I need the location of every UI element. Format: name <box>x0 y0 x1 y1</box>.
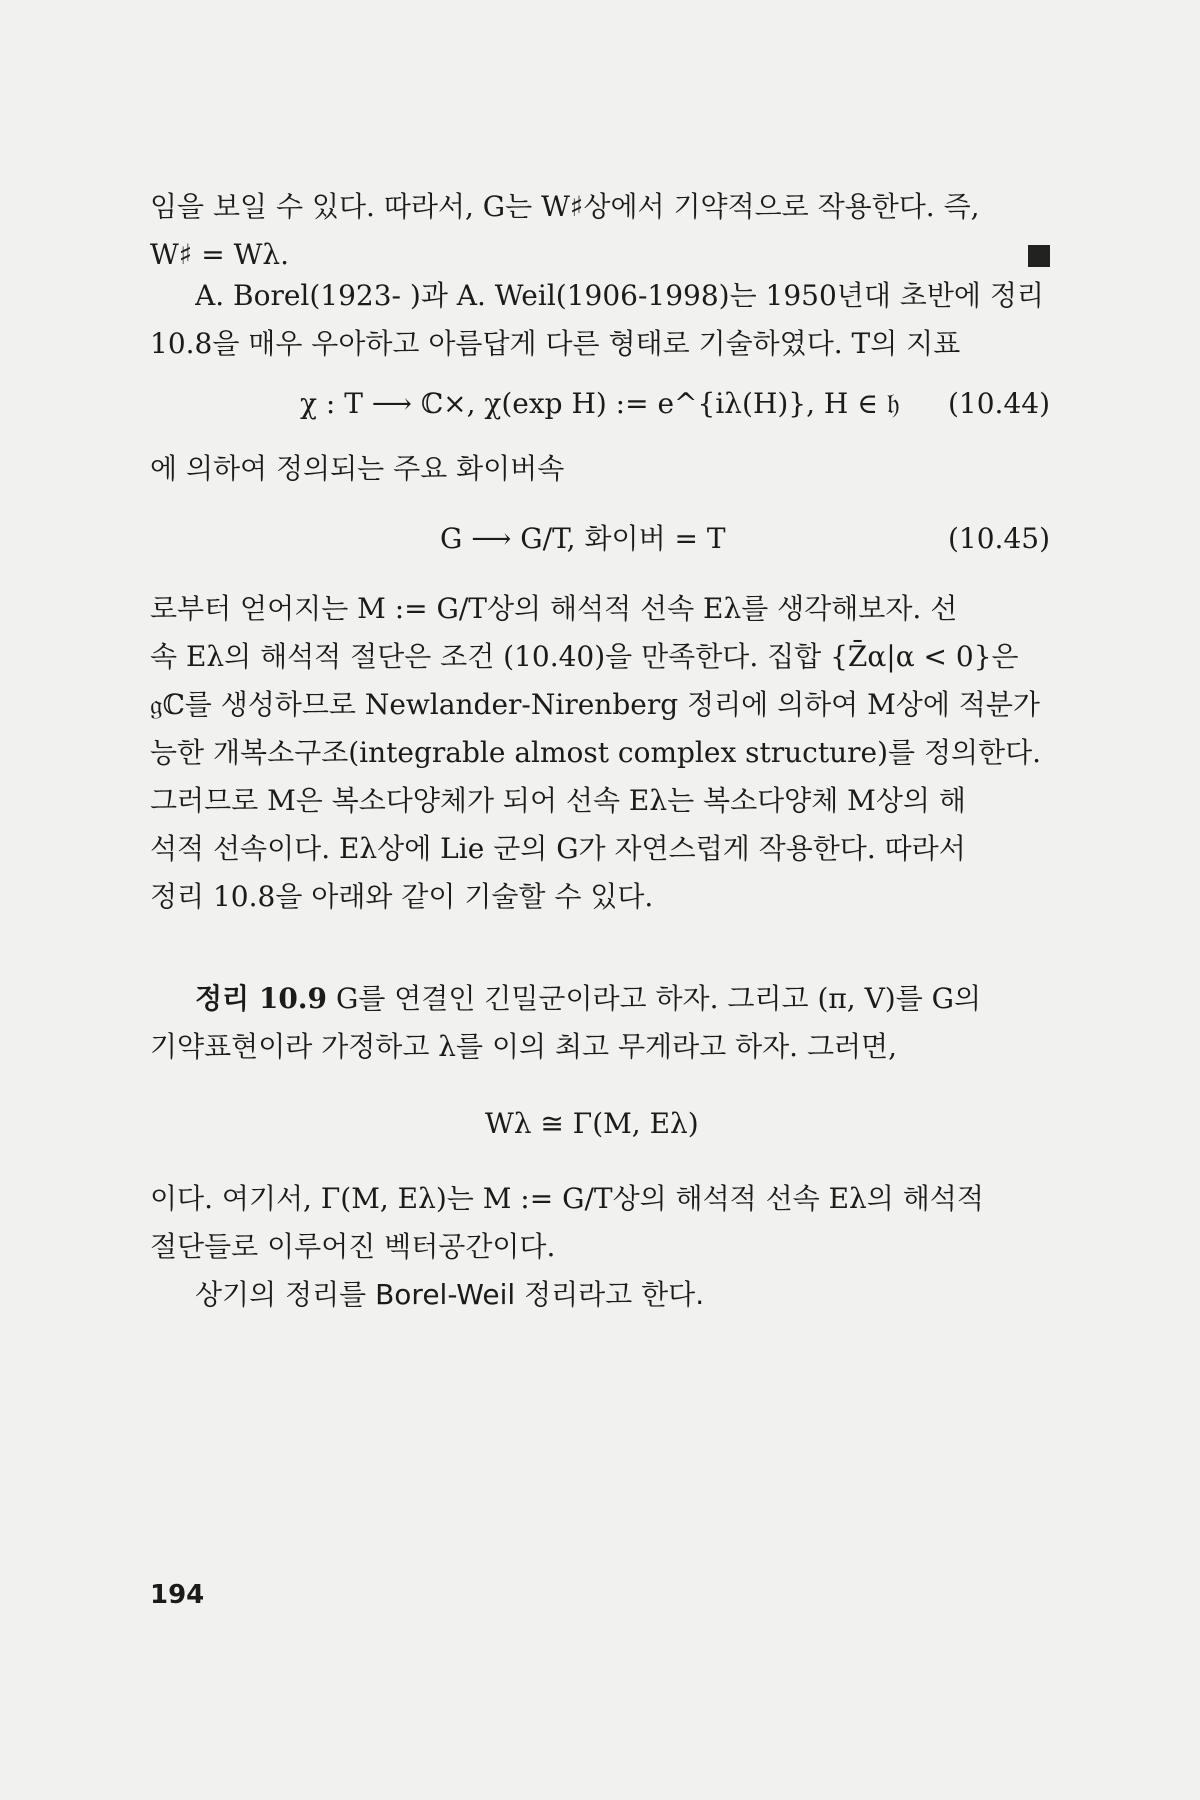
page-number: 194 <box>150 1580 205 1610</box>
paragraph-line: 이다. 여기서, Γ(M, Eλ)는 M := G/T상의 해석적 선속 Eλ의 해석적 <box>150 1182 984 1215</box>
paragraph-line: 에 의하여 정의되는 주요 화이버속 <box>150 452 565 485</box>
end-of-proof-icon <box>1028 245 1050 267</box>
equation-number: (10.44) <box>947 387 1050 420</box>
equation-10-45: G ⟶ G/T, 화이버 = T <box>440 522 726 555</box>
paragraph-line: 그러므로 M은 복소다양체가 되어 선속 Eλ는 복소다양체 M상의 해 <box>150 784 966 817</box>
paragraph-line: 상기의 정리를 Borel-Weil 정리라고 한다. <box>195 1278 705 1311</box>
paragraph-line: 절단들로 이루어진 벡터공간이다. <box>150 1230 556 1263</box>
paragraph-line: 로부터 얻어지는 M := G/T상의 해석적 선속 Eλ를 생각해보자. 선 <box>150 592 958 625</box>
theorem-text: G를 연결인 긴밀군이라고 하자. 그리고 (π, V)를 G의 <box>327 982 982 1015</box>
paragraph-line: 𝔤ℂ를 생성하므로 Newlander-Nirenberg 정리에 의하여 M상에 적분가 <box>150 688 1040 721</box>
paragraph-line: 임을 보일 수 있다. 따라서, G는 W♯상에서 기약적으로 작용한다. 즉, <box>150 190 980 223</box>
theorem-label: 정리 10.9 <box>195 982 328 1015</box>
paragraph-line: W♯ = Wλ. <box>150 238 290 271</box>
equation-10-44: χ : T ⟶ ℂ×, χ(exp H) := e^{iλ(H)}, H ∈ 𝔥 <box>300 387 900 420</box>
paragraph-line: 10.8을 매우 우아하고 아름답게 다른 형태로 기술하였다. T의 지표 <box>150 327 961 360</box>
equation-number: (10.45) <box>947 522 1050 555</box>
equation-borel-weil: Wλ ≅ Γ(M, Eλ) <box>485 1107 699 1140</box>
theorem-line: 기약표현이라 가정하고 λ를 이의 최고 무게라고 하자. 그러면, <box>150 1030 898 1063</box>
paragraph-line: 속 Eλ의 해석적 절단은 조건 (10.40)을 만족한다. 집합 {Z̄α|α < 0}은 <box>150 640 1019 673</box>
paragraph-line: 능한 개복소구조(integrable almost complex structure)를 정의한다. <box>150 736 1042 769</box>
paragraph-line: 정리 10.8을 아래와 같이 기술할 수 있다. <box>150 880 654 913</box>
paragraph-line: A. Borel(1923- )과 A. Weil(1906-1998)는 1950년대 초반에 정리 <box>195 279 1044 312</box>
theorem-line <box>195 975 1050 1023</box>
paragraph-line: 석적 선속이다. Eλ상에 Lie 군의 G가 자연스럽게 작용한다. 따라서 <box>150 832 966 865</box>
